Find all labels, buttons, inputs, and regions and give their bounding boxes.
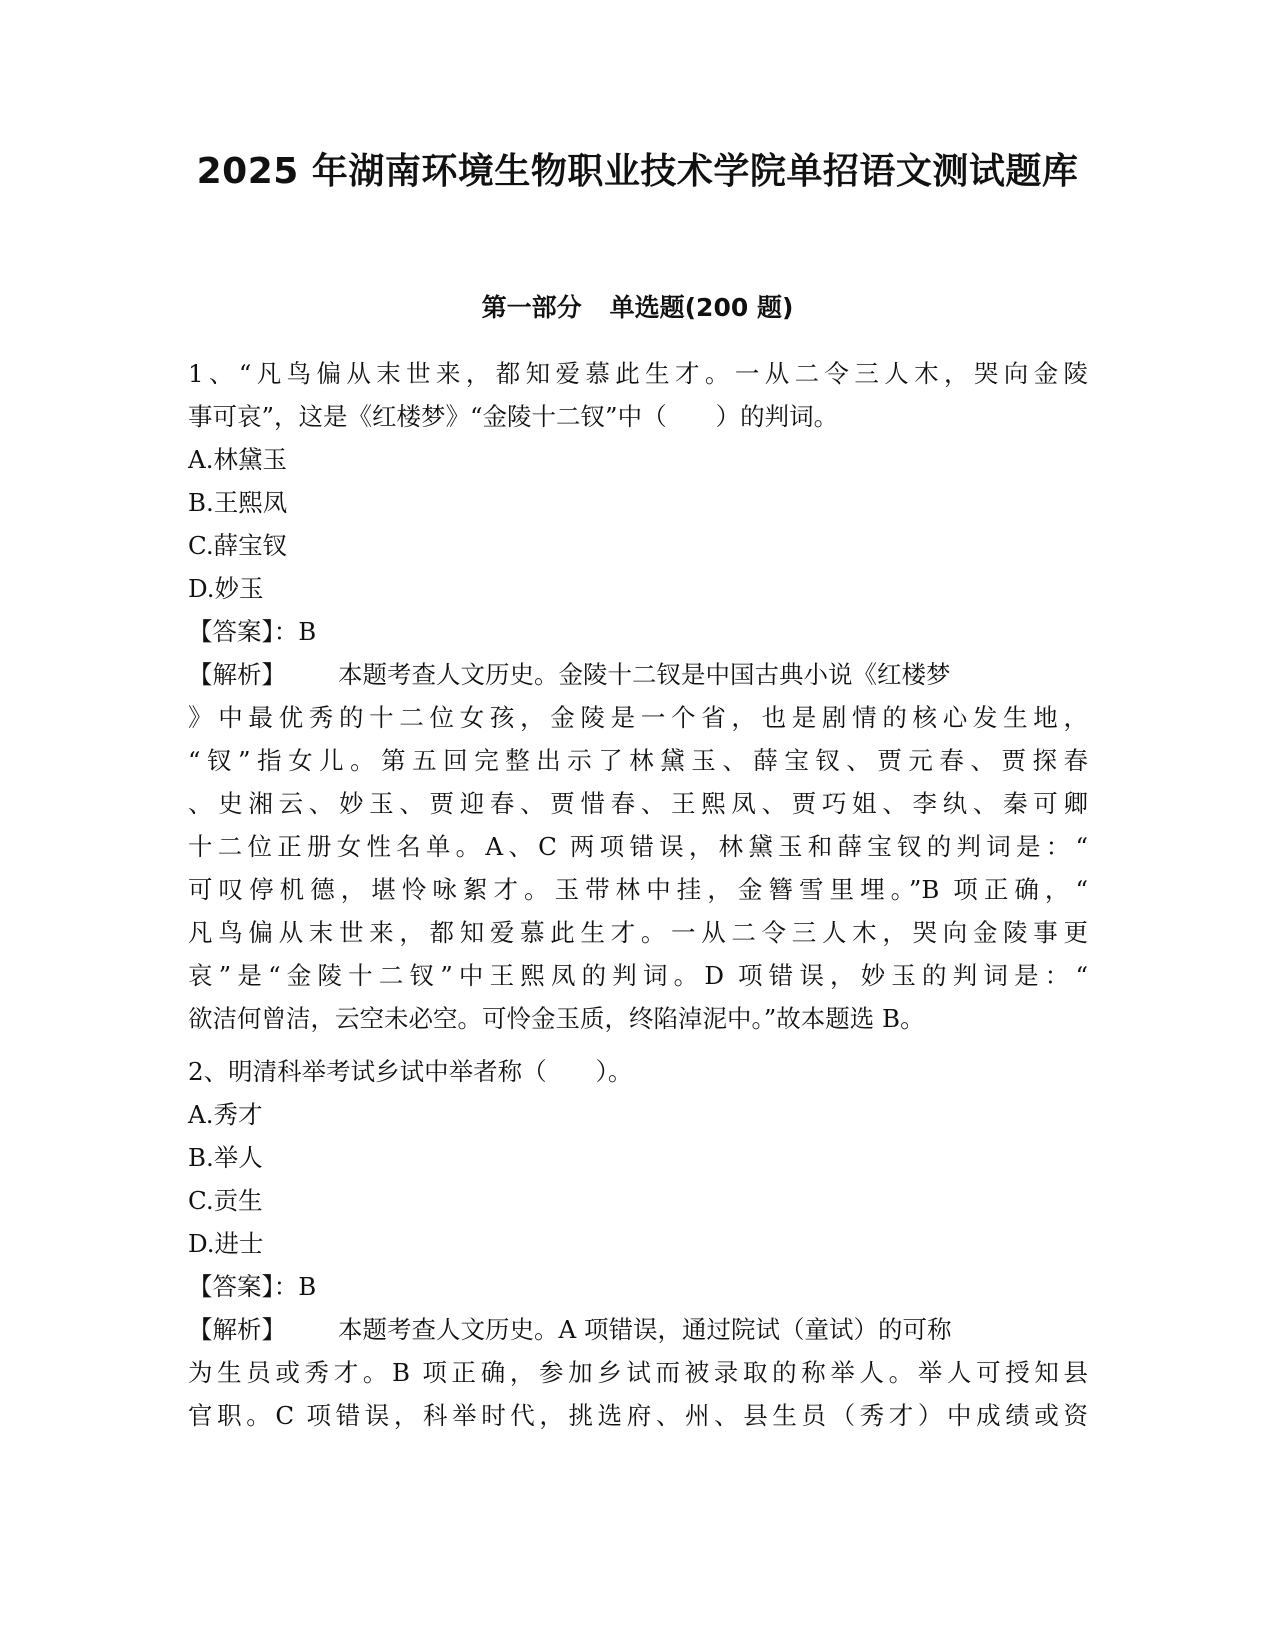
option-c: C.贡生 bbox=[188, 1186, 263, 1215]
option-c: C.薛宝钗 bbox=[188, 531, 288, 560]
analysis-text: 本题考查人文历史。金陵十二钗是中国古典小说《红楼梦 bbox=[338, 660, 951, 689]
analysis-line: 为生员或秀才。B 项正确，参加乡试而被录取的称举人。举人可授知县 bbox=[188, 1358, 1088, 1387]
option-d: D.妙玉 bbox=[188, 574, 264, 603]
analysis-line: 、史湘云、妙玉、贾迎春、贾惜春、王熙凤、贾巧姐、李纨、秦可卿 bbox=[188, 789, 1088, 818]
analysis-line: 欲洁何曾洁，云空未必空。可怜金玉质，终陷淖泥中。”故本题选 B。 bbox=[188, 1004, 925, 1033]
question-item bbox=[188, 1050, 1088, 1437]
section-part-label: 第一部分 bbox=[481, 293, 582, 322]
answer-line bbox=[188, 1265, 1088, 1308]
section-name-label: 单选题(200 题) bbox=[609, 293, 794, 322]
option-d: D.进士 bbox=[188, 1229, 264, 1258]
analysis-line: 官职。C 项错误，科举时代，挑选府、州、县生员（秀才）中成绩或资 bbox=[188, 1401, 1088, 1430]
option-b: B.举人 bbox=[188, 1143, 263, 1172]
answer-value: B bbox=[298, 1272, 317, 1301]
analysis-line: 哀”是“金陵十二钗”中王熙凤的判词。D 项错误，妙玉的判词是：“ bbox=[188, 961, 1088, 990]
analysis-text: 本题考查人文历史。A 项错误，通过院试（童试）的可称 bbox=[338, 1315, 952, 1344]
question-item bbox=[188, 352, 1088, 1040]
option-a: A.秀才 bbox=[188, 1100, 263, 1129]
answer-value: B bbox=[298, 617, 317, 646]
analysis-line: 》中最优秀的十二位女孩，金陵是一个省，也是剧情的核心发生地， bbox=[188, 703, 1088, 732]
option-b: B.王熙凤 bbox=[188, 488, 288, 517]
answer-label: 【答案】： bbox=[188, 1272, 299, 1301]
answer-line bbox=[188, 610, 1088, 653]
analysis-line: 十二位正册女性名单。A、C 两项错误，林黛玉和薛宝钗的判词是：“ bbox=[188, 832, 1088, 861]
analysis-line: 凡鸟偏从末世来，都知爱慕此生才。一从二令三人木，哭向金陵事更 bbox=[188, 918, 1088, 947]
option-a: A.林黛玉 bbox=[188, 445, 287, 474]
document-title: 2025 年湖南环境生物职业技术学院单招语文测试题库 bbox=[196, 151, 1079, 192]
question-list bbox=[188, 352, 1088, 1447]
section-title bbox=[0, 290, 1275, 326]
question-stem-line: 事可哀”，这是《红楼梦》“金陵十二钗”中（ ）的判词。 bbox=[188, 402, 839, 431]
analysis-line: 可叹停机德，堪怜咏絮才。玉带林中挂，金簪雪里埋。”B 项正确，“ bbox=[188, 875, 1088, 904]
question-stem-line: 1、“凡鸟偏从末世来，都知爱慕此生才。一从二令三人木，哭向金陵 bbox=[188, 359, 1088, 388]
analysis-label: 【解析】 bbox=[188, 1315, 286, 1344]
analysis-line bbox=[188, 1308, 1088, 1351]
analysis-line bbox=[188, 653, 1088, 696]
analysis-line: “钗”指女儿。第五回完整出示了林黛玉、薛宝钗、贾元春、贾探春 bbox=[188, 746, 1088, 775]
question-stem-line: 2、明清科举考试乡试中举者称（ ）。 bbox=[188, 1057, 633, 1086]
answer-label: 【答案】： bbox=[188, 617, 299, 646]
analysis-label: 【解析】 bbox=[188, 660, 286, 689]
